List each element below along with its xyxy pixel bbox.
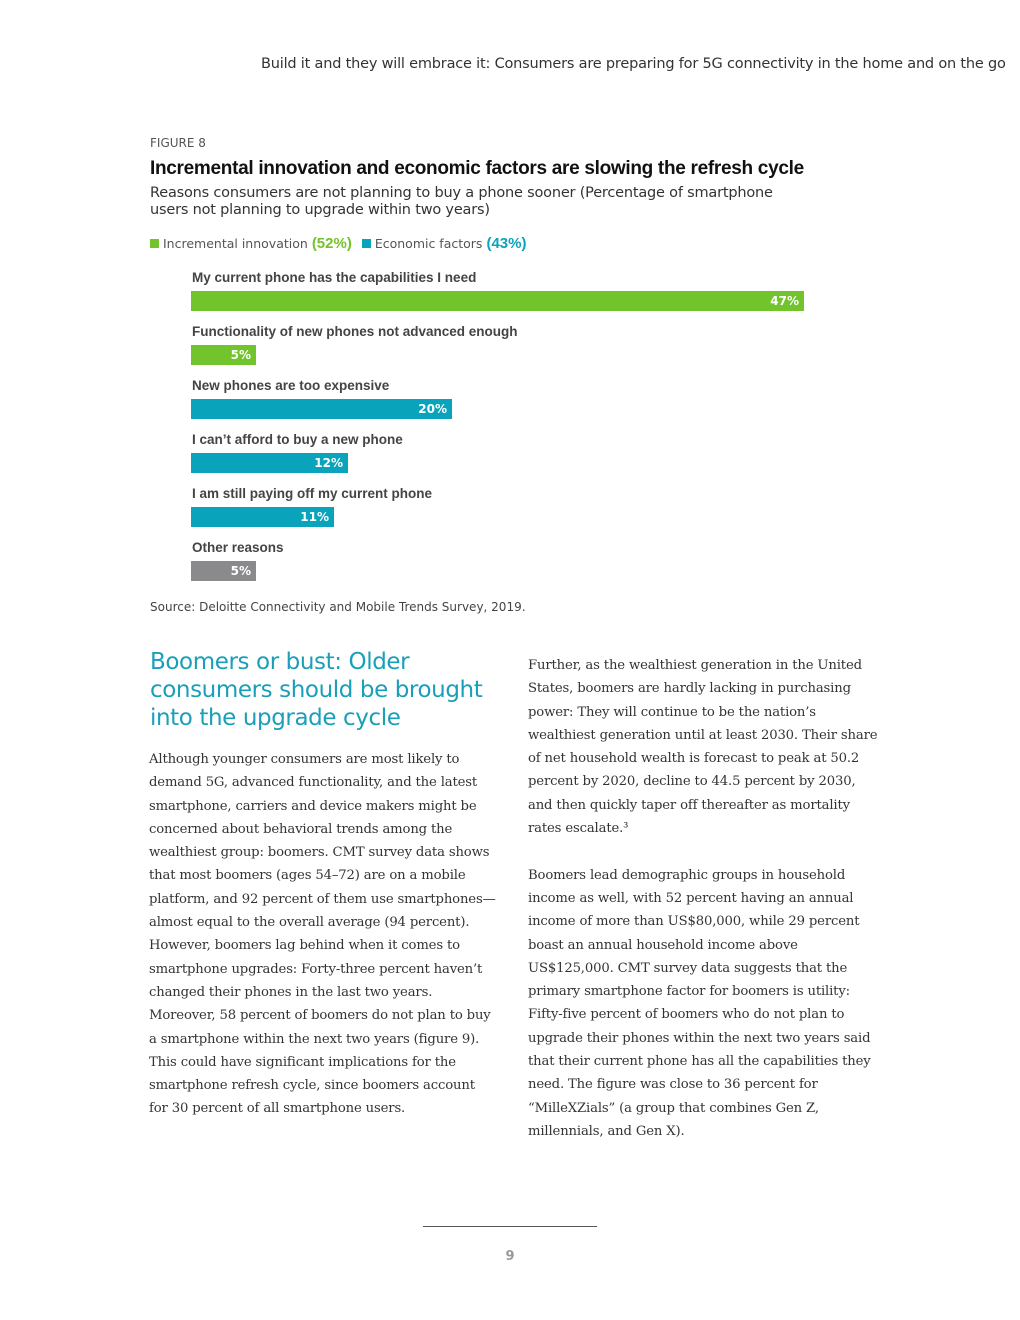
bar-chart: [191, 268, 831, 592]
bar-label: New phones are too expensive: [192, 378, 390, 393]
bar-value: 20%: [418, 402, 447, 416]
section-heading: Boomers or bust: Older consumers should be brought into the upgrade cycle: [150, 649, 483, 731]
chart-row: [191, 376, 831, 430]
legend-value-incremental: (52%): [311, 235, 352, 252]
bar: [191, 345, 256, 365]
chart-row: [191, 268, 831, 322]
bar-value: 11%: [300, 510, 329, 524]
legend-swatch-incremental: [150, 239, 159, 248]
article-column-left: [149, 748, 497, 1144]
bar: [191, 453, 348, 473]
article-column-right: [528, 654, 878, 1167]
bar-label: Functionality of new phones not advanced enough: [192, 324, 518, 339]
running-header: Build it and they will embrace it: Consumers are preparing for 5G connectivity in the home and on the go: [261, 56, 1006, 72]
bar-label: My current phone has the capabilities I need: [192, 270, 477, 285]
figure-title: Incremental innovation and economic factors are slowing the refresh cycle: [150, 158, 804, 179]
bar-label: I can’t afford to buy a new phone: [192, 432, 403, 447]
paragraph: Although younger consumers are most likely to demand 5G, advanced functionality, and the latest smartphone, carriers and device makers might be concerned about behavioral trends among the wealthiest group: boomers. CMT survey data shows that most boomers (ages 54–72) are on a mobile platform, and 92 percent of them use smartphones—almost equal to the overall average (94 percent). However, boomers lag behind when it comes to smartphone upgrades: Forty-three percent haven’t changed their phones in the last two years. Moreover, 58 percent of boomers do not plan to buy a smartphone within the next two years (figure 9). This could have significant implications for the smartphone refresh cycle, since boomers account for 30 percent of all smartphone users.: [149, 752, 496, 1117]
bar-value: 12%: [314, 456, 343, 470]
bar: [191, 507, 334, 527]
figure-label: FIGURE 8: [150, 136, 206, 150]
bar: [191, 399, 452, 419]
bar: [191, 291, 804, 311]
legend-label-economic: Economic factors: [374, 236, 483, 251]
chart-legend: [150, 235, 536, 252]
legend-value-economic: (43%): [486, 235, 527, 252]
bar-value: 47%: [770, 294, 799, 308]
paragraph: Boomers lead demographic groups in household income as well, with 52 percent having an annual income of more than US$80,000, while 29 percent boast an annual household income above US$125,000. CMT survey data suggests that the primary smartphone factor for boomers is utility: Fifty-five percent of boomers who do not plan to upgrade their phones within the next two years said that their current phone has all the capabilities they need. The figure was close to 36 percent for “MilleXZials” (a group that combines Gen Z, millennials, and Gen X).: [528, 867, 871, 1139]
chart-row: [191, 484, 831, 538]
chart-row: [191, 322, 831, 376]
footer-divider: [423, 1226, 597, 1227]
bar-value: 5%: [230, 348, 251, 362]
bar-value: 5%: [230, 564, 251, 578]
figure-subtitle: Reasons consumers are not planning to buy a phone sooner (Percentage of smartphone users not planning to upgrade within two years): [150, 185, 773, 218]
bar: [191, 561, 256, 581]
bar-label: Other reasons: [192, 540, 284, 555]
chart-row: [191, 538, 831, 592]
figure-source: Source: Deloitte Connectivity and Mobile Trends Survey, 2019.: [150, 600, 526, 614]
paragraph: Further, as the wealthiest generation in the United States, boomers are hardly lacking in purchasing power: They will continue to be the nation’s wealthiest generation until at least 2030. Their share of net household wealth is forecast to peak at 50.2 percent by 2020, decline to 44.5 percent by 2030, and then quickly taper off thereafter as mortality rates escalate.³: [528, 658, 878, 837]
page-number: 9: [505, 1249, 515, 1264]
bar-label: I am still paying off my current phone: [192, 486, 433, 501]
legend-label-incremental: Incremental innovation: [163, 236, 308, 251]
legend-swatch-economic: [362, 239, 371, 248]
chart-row: [191, 430, 831, 484]
